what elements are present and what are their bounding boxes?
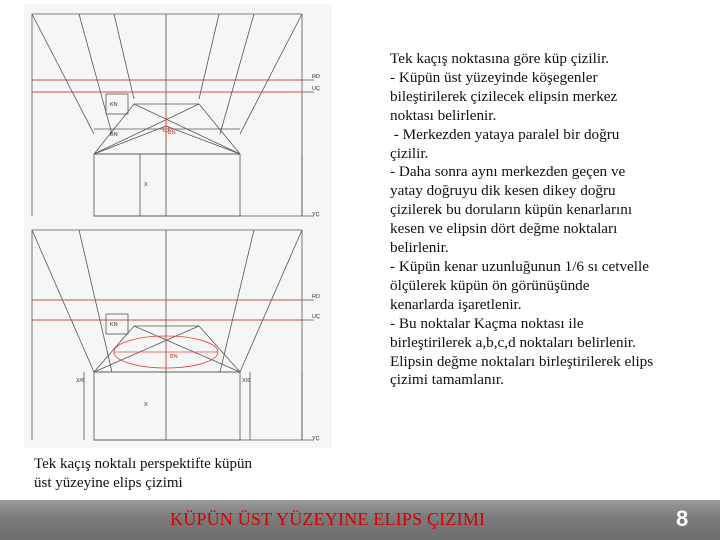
top-rd-label: RD xyxy=(312,74,320,80)
body-line: belirlenir. xyxy=(390,239,449,257)
top-bn-center-label: BN xyxy=(168,130,176,136)
footer-title: KÜPÜN ÜST YÜZEYINE ELIPS ÇIZIMI xyxy=(170,509,486,529)
bottom-bn-label: BN xyxy=(170,354,178,360)
body-line: - Küpün kenar uzunluğunun 1/6 sı cetvelle xyxy=(390,257,649,275)
body-line: - Merkezden yataya paralel bir doğru xyxy=(390,125,620,143)
body-line: Elipsin değme noktaları birleştirilerek elips xyxy=(390,352,654,370)
body-line: noktası belirlenir. xyxy=(390,106,497,124)
body-line: - Küpün üst yüzeyinde köşegenler xyxy=(390,68,598,86)
body-line: çizilir. xyxy=(390,144,429,162)
perspective-figure xyxy=(24,4,332,448)
bottom-x6-right-label: X/6 xyxy=(242,378,251,384)
body-line: çizilerek bu doruların küpün kenarlarını xyxy=(390,201,633,219)
figure-caption xyxy=(34,455,334,493)
bottom-rd-label: RD xyxy=(312,294,320,300)
body-line: - Daha sonra aynı merkezden geçen ve xyxy=(390,163,626,181)
bottom-kn-label: KN xyxy=(110,322,118,328)
body-line: kenarlarda işaretlenir. xyxy=(390,295,522,313)
bottom-x6-left-label: X/6 xyxy=(76,378,85,384)
body-line: birleştirilerek a,b,c,d noktaları belirlenir. xyxy=(390,333,636,351)
body-line: Tek kaçış noktasına göre küp çizilir. xyxy=(390,50,610,67)
caption-line: Tek kaçış noktalı perspektifte küpün xyxy=(34,456,253,472)
body-line: yatay doğruyu dik kesen dikey doğru xyxy=(390,182,616,200)
perspective-drawing xyxy=(24,4,332,448)
bottom-uc-label: UÇ xyxy=(312,314,320,320)
body-line: - Bu noktalar Kaçma noktası ile xyxy=(390,314,584,332)
body-line: bileştirilerek çizilecek elipsin merkez xyxy=(390,87,618,105)
body-line: kesen ve elipsin dört değme noktaları xyxy=(390,220,618,238)
page-number: 8 xyxy=(676,506,689,531)
body-line: ölçülerek küpün ön görünüşünde xyxy=(390,276,590,294)
body-line: çizimi tamamlanır. xyxy=(390,371,504,389)
bottom-x-label: X xyxy=(144,402,148,408)
top-x-label: X xyxy=(144,182,148,188)
caption-line: üst yüzeyine elips çizimi xyxy=(34,475,183,491)
top-bn-label: BN xyxy=(110,132,118,138)
top-uc-label: UÇ xyxy=(312,86,320,92)
top-kn-label: KN xyxy=(110,102,118,108)
top-yc-label: YÇ xyxy=(312,212,320,218)
instruction-text xyxy=(390,50,708,390)
bottom-yc-label: YÇ xyxy=(312,436,320,442)
